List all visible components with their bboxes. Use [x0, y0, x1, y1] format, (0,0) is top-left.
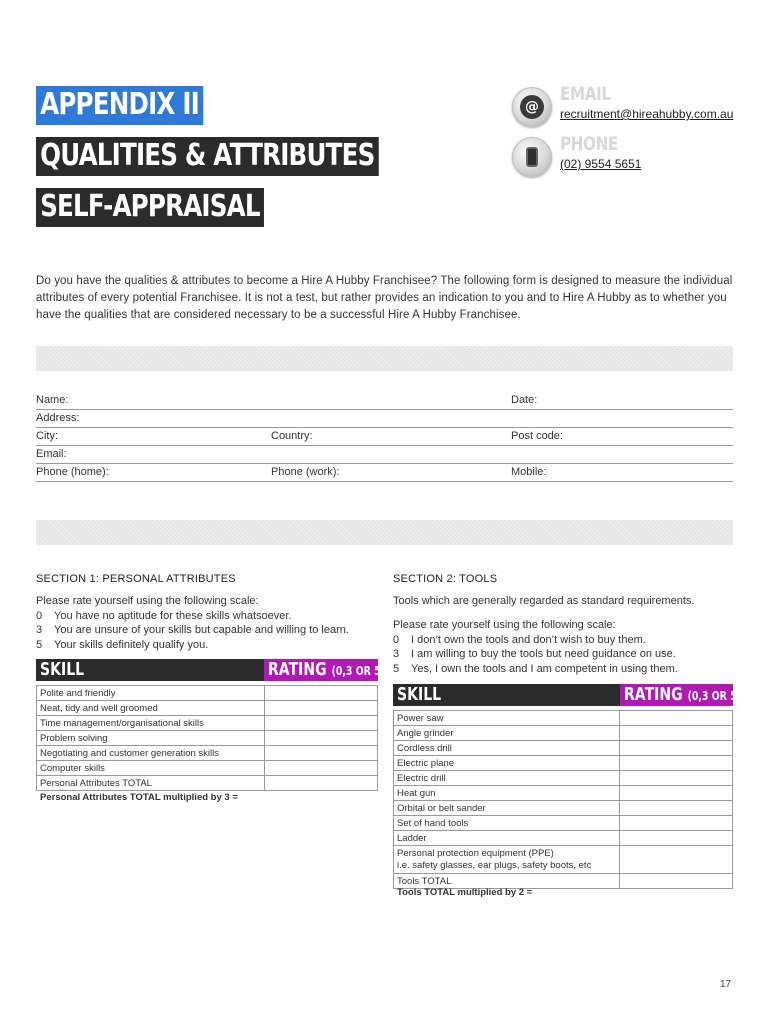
table-row — [37, 731, 378, 746]
rating-cell[interactable] — [620, 741, 733, 756]
table-row — [37, 686, 378, 701]
section1-scale: Please rate yourself using the following scale: 0 You have no aptitude for these skills whatsoever. 3 You are unsure of your skills but capable and willing to learn. 5 Your skills definitely qualify you. — [36, 595, 349, 651]
table-row — [394, 786, 733, 801]
rating-cell[interactable] — [265, 746, 378, 761]
skill-name: Polite and friendly — [37, 686, 265, 701]
rating-cell[interactable] — [620, 786, 733, 801]
page-number: 17 — [720, 979, 732, 990]
skill-name: Time management/organisational skills — [37, 716, 265, 731]
tool-name: Angle grinder — [394, 726, 620, 741]
rating-cell[interactable] — [265, 761, 378, 776]
email-icon: @ — [512, 87, 552, 127]
tool-name: Power saw — [394, 711, 620, 726]
tool-name: Set of hand tools — [394, 816, 620, 831]
applicant-details-form — [36, 392, 733, 482]
form-row-address[interactable] — [36, 410, 733, 428]
section1-heading: SECTION 1: PERSONAL ATTRIBUTES — [36, 573, 236, 585]
total-cell[interactable] — [620, 874, 733, 889]
divider-stripe — [36, 346, 733, 371]
table-row — [394, 771, 733, 786]
rating-cell[interactable] — [265, 716, 378, 731]
table-row — [37, 761, 378, 776]
skill-name: Computer skills — [37, 761, 265, 776]
table-row — [394, 711, 733, 726]
table-row — [394, 801, 733, 816]
city-field-label: City: — [36, 430, 58, 442]
postcode-field-label: Post code: — [511, 430, 563, 442]
rating-column-header: RATING (0,3 OR 5) — [264, 659, 378, 681]
section1-total-note: Personal Attributes TOTAL multiplied by 3 = — [40, 792, 238, 803]
phone-work-field-label: Phone (work): — [271, 466, 340, 478]
skill-name: Neat, tidy and well groomed — [37, 701, 265, 716]
skill-name: Problem solving — [37, 731, 265, 746]
table-row — [394, 831, 733, 846]
rating-cell[interactable] — [620, 726, 733, 741]
skill-column-header: SKILL — [40, 659, 85, 680]
total-cell[interactable] — [265, 776, 378, 791]
divider-stripe — [36, 520, 733, 545]
tool-name-ppe: Personal protection equipment (PPE) i.e. safety glasses, ear plugs, safety boots, etc — [394, 846, 620, 874]
page-title-block — [36, 86, 454, 239]
phone-icon — [512, 137, 552, 177]
tool-name: Cordless drill — [394, 741, 620, 756]
table-row — [37, 746, 378, 761]
table-row — [394, 741, 733, 756]
phone-link[interactable]: (02) 9554 5651 — [560, 157, 642, 171]
form-row-name[interactable] — [36, 392, 733, 410]
section2-table-header — [393, 684, 741, 706]
phone-home-field-label: Phone (home): — [36, 466, 109, 478]
rating-cell[interactable] — [620, 831, 733, 846]
tool-name: Heat gun — [394, 786, 620, 801]
name-field-label: Name: — [36, 394, 69, 406]
rating-column-header: RATING (0,3 OR 5) — [620, 684, 733, 706]
rating-cell[interactable] — [620, 816, 733, 831]
email-field-label: Email: — [36, 448, 67, 460]
rating-cell[interactable] — [620, 801, 733, 816]
tool-name: Ladder — [394, 831, 620, 846]
tool-name: Electric plane — [394, 756, 620, 771]
table-row — [394, 816, 733, 831]
title-qualities: QUALITIES & ATTRIBUTES — [36, 137, 379, 176]
title-appendix: APPENDIX II — [36, 86, 203, 125]
address-field-label: Address: — [36, 412, 80, 424]
section2-heading: SECTION 2: TOOLS — [393, 573, 498, 585]
rating-cell[interactable] — [265, 731, 378, 746]
table-row — [394, 756, 733, 771]
rating-cell[interactable] — [620, 756, 733, 771]
rating-cell[interactable] — [620, 846, 733, 874]
email-link[interactable]: recruitment@hireahubby.com.au — [560, 107, 734, 121]
tool-name: Electric drill — [394, 771, 620, 786]
table-row — [394, 846, 733, 874]
section1-table-header — [36, 659, 385, 681]
form-row-city[interactable] — [36, 428, 733, 446]
skill-name: Negotiating and customer generation skills — [37, 746, 265, 761]
rating-cell[interactable] — [620, 771, 733, 786]
section2-scale: Please rate yourself using the following scale: 0 I don’t own the tools and don’t wish to buy them. 3 I am willing to buy the tools but need guidance on use. 5 Yes, I own the tools and I am competent in using them. — [393, 619, 678, 675]
skill-column-header: SKILL — [397, 684, 442, 705]
total-label: Personal Attributes TOTAL — [37, 776, 265, 791]
table-row — [394, 726, 733, 741]
table-row — [37, 701, 378, 716]
table-row — [37, 776, 378, 791]
rating-cell[interactable] — [265, 686, 378, 701]
mobile-field-label: Mobile: — [511, 466, 547, 478]
tool-name: Orbital or belt sander — [394, 801, 620, 816]
phone-label: PHONE — [560, 133, 618, 155]
section2-total-note: Tools TOTAL multiplied by 2 = — [397, 887, 533, 898]
form-row-phone[interactable] — [36, 464, 733, 482]
total-label: Tools TOTAL — [394, 874, 620, 889]
section2-tools-table — [393, 710, 733, 889]
title-self-appraisal: SELF-APPRAISAL — [36, 188, 264, 227]
table-row — [37, 716, 378, 731]
intro-paragraph: Do you have the qualities & attributes to become a Hire A Hubby Franchisee? The following form is designed to measure the individual attributes of every potential Franchisee. It is not a test, but rather provides an indication to you and to Hire A Hubby as to whether you have the qualities that are considered necessary to be a successful Hire A Hubby Franchisee. — [36, 275, 733, 321]
form-row-email[interactable] — [36, 446, 733, 464]
email-label: EMAIL — [560, 83, 611, 105]
section1-skills-table — [36, 685, 378, 791]
country-field-label: Country: — [271, 430, 313, 442]
rating-cell[interactable] — [265, 701, 378, 716]
date-field-label: Date: — [511, 394, 538, 406]
rating-cell[interactable] — [620, 711, 733, 726]
section2-description: Tools which are generally regarded as standard requirements. — [393, 595, 695, 607]
